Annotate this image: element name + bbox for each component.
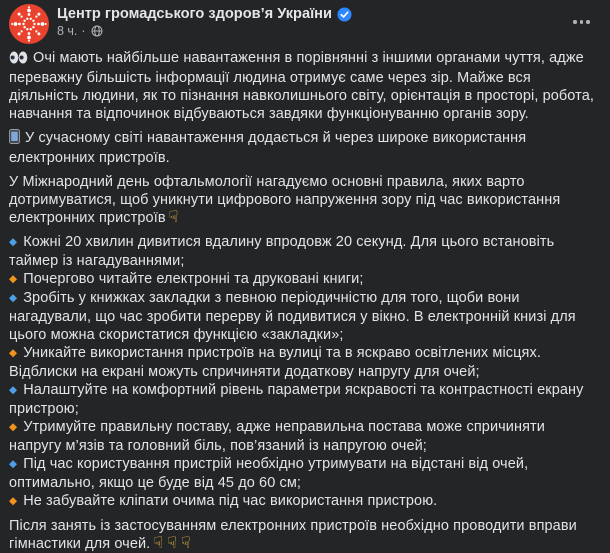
- blue-diamond-icon: ◆: [9, 292, 18, 304]
- avatar[interactable]: [9, 4, 49, 44]
- paragraph-text: Після занять із застосуванням електронних пристроїв необхідно проводити вправи гімнастики для очей.: [9, 518, 577, 552]
- post-paragraph-devices: [9, 129, 600, 167]
- list-item: [9, 455, 600, 492]
- paragraph-text: Очі мають найбільше навантаження в порівнянні з іншими органами чуття, адже переважну більшість інформації людина отримує саме через зір. Майже вся діяльність людини, як то пізнання навколишнього світу, орієнтація в просторі, робота, навчання та відпочинок відбуваються завдяки функціонуванню органів зору.: [9, 50, 595, 122]
- page-name[interactable]: Центр громадського здоров’я України: [57, 6, 332, 22]
- paragraph-text: У Міжнародний день офтальмології нагадуємо основні правила, яких варто дотримуватися, щоб уникнути цифрового напруження зору під час використання електронних пристроїв: [9, 174, 561, 226]
- list-item-text: Утримуйте правильну поставу, адже неправильна постава може спричиняти напругу м’язів та головний біль, пов’язаний із напругою очей;: [9, 419, 545, 454]
- list-item-text: Кожні 20 хвилин дивитися вдалину впродовж 20 секунд. Для цього встановіть таймер із нагадуваннями;: [9, 234, 555, 269]
- list-item-text: Почергово читайте електронні та друковані книги;: [23, 271, 364, 287]
- post-header: [0, 0, 610, 46]
- eyes-emoji-icon: [9, 51, 28, 69]
- list-item-text: Зробіть у книжках закладки з певною періодичністю для того, щоби вони нагадували, що час зробити перерву й подивитися у вікно. В електронній книзі для цього можна скористатися функцією «закладки»;: [9, 290, 576, 343]
- ellipsis-dot: [586, 20, 590, 24]
- list-item: [9, 492, 600, 511]
- point-down-emoji-icon: ☟: [180, 535, 192, 552]
- list-item-text: Не забувайте кліпати очима під час використання пристрою.: [23, 493, 438, 509]
- post-paragraph-rules: [9, 173, 600, 227]
- mobile-phone-emoji-icon: [9, 129, 20, 149]
- list-item: [9, 344, 600, 381]
- list-item: [9, 418, 600, 455]
- orange-diamond-icon: ◆: [9, 421, 18, 433]
- globe-public-icon: [91, 25, 103, 37]
- header-text: [57, 4, 352, 38]
- list-item-text: Налаштуйте на комфортний рівень параметри яскравості та контрастності екрану пристрою;: [9, 382, 584, 417]
- point-down-emoji-icon: ☟: [153, 535, 165, 552]
- post-paragraph-intro: [9, 49, 600, 123]
- paragraph-text: У сучасному світі навантаження додається й через широке використання електронних пристроїв.: [9, 130, 527, 166]
- blue-diamond-icon: ◆: [9, 384, 18, 396]
- point-down-emoji-icon: ☟: [168, 209, 180, 226]
- list-item-text: Уникайте використання пристроїв на вулиці та в яскраво освітлених місцях. Відблиски на екрані можуть спричиняти додаткову напругу для очей;: [9, 345, 541, 380]
- page-logo-icon: [9, 4, 49, 44]
- list-item: [9, 270, 600, 289]
- post-body: [0, 46, 610, 553]
- list-item: [9, 233, 600, 270]
- post-paragraph-outro: [9, 517, 600, 553]
- blue-diamond-icon: ◆: [9, 458, 18, 470]
- rules-list: [9, 233, 600, 511]
- orange-diamond-icon: ◆: [9, 273, 18, 285]
- blue-diamond-icon: ◆: [9, 236, 18, 248]
- list-item-text: Під час користування пристрій необхідно утримувати на відстані від очей, оптимально, якщо це буде від 45 до 60 см;: [9, 456, 529, 491]
- verified-badge-icon: [337, 7, 352, 22]
- point-down-emoji-icon: ☟: [167, 535, 178, 552]
- meta-separator: ·: [81, 24, 86, 38]
- post-meta: [57, 24, 352, 38]
- orange-diamond-icon: ◆: [9, 347, 18, 359]
- timestamp[interactable]: 8 ч.: [57, 24, 78, 38]
- ellipsis-dot: [573, 20, 577, 24]
- more-options-button[interactable]: [569, 14, 594, 30]
- orange-diamond-icon: ◆: [9, 495, 18, 507]
- page-name-row: [57, 6, 352, 22]
- list-item: [9, 289, 600, 344]
- ellipsis-dot: [580, 20, 584, 24]
- list-item: [9, 381, 600, 418]
